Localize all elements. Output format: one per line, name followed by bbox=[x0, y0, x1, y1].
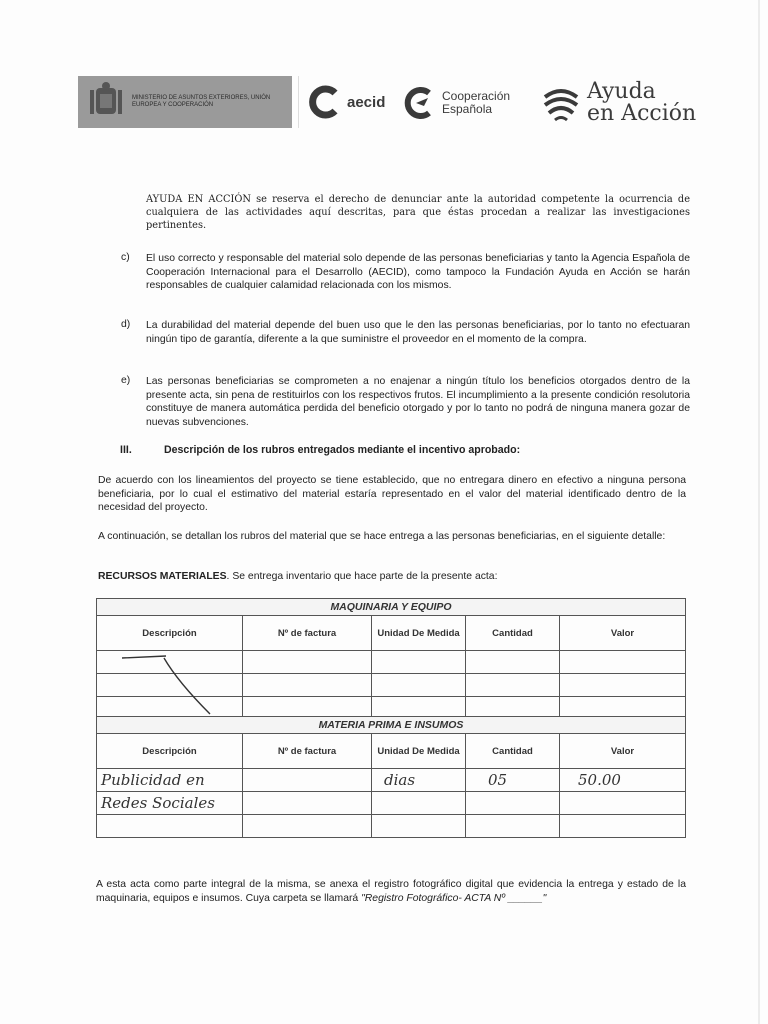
item-e-letter: e) bbox=[121, 375, 131, 386]
col-descripcion: Descripción bbox=[97, 616, 243, 651]
paragraph-2: A continuación, se detallan los rubros del material que se hace entrega a las personas beneficiarias, en el siguiente detalle: bbox=[98, 531, 666, 542]
item-c-letter: c) bbox=[121, 252, 130, 263]
table-cell bbox=[466, 815, 560, 838]
table-cell bbox=[243, 815, 372, 838]
cooperacion-logo bbox=[402, 78, 534, 128]
table-cell bbox=[560, 769, 686, 792]
descripcion-value-2: Redes Sociales bbox=[101, 794, 215, 812]
table-materia bbox=[96, 716, 686, 838]
table-cell bbox=[372, 769, 466, 792]
ayuda-line1: Ayuda bbox=[587, 79, 656, 104]
col-factura: Nº de factura bbox=[243, 616, 372, 651]
item-d-letter: d) bbox=[121, 319, 131, 330]
ayuda-label bbox=[587, 81, 696, 125]
cooperacion-line2: Española bbox=[442, 102, 493, 116]
table-cell bbox=[560, 815, 686, 838]
col-cantidad: Cantidad bbox=[466, 616, 560, 651]
table-cell bbox=[243, 792, 372, 815]
table-cell bbox=[97, 792, 243, 815]
unidad-value: dias bbox=[384, 771, 416, 789]
page-edge bbox=[758, 0, 760, 1024]
table-cell bbox=[243, 674, 372, 697]
table-cell bbox=[97, 815, 243, 838]
item-e-text: Las personas beneficiarias se comprometen a no enajenar a ningún título los beneficios otorgados dentro de la presente acta, sin pena de restituirlos con los respectivos frutos. El incumplimiento a la presente condición resolutoria constituye de manera automática perdida del beneficio otorgado y por lo tanto no podrá de ninguna manera gozar de nuevas subvenciones. bbox=[146, 376, 690, 428]
footer-paragraph bbox=[96, 878, 686, 905]
ayuda-line2: en Acción bbox=[587, 101, 697, 126]
table-cell bbox=[466, 769, 560, 792]
coat-of-arms-icon bbox=[84, 80, 128, 124]
table-row bbox=[97, 792, 686, 815]
footer-italic: "Registro Fotográfico- ACTA Nº ______" bbox=[361, 892, 547, 904]
intro-paragraph: AYUDA EN ACCIÓN se reserva el derecho de denunciar ante la autoridad competente la ocurrencia de cualquiera de las actividades aquí descritas, para que éstas procedan a realizar las investigaciones pertinentes. bbox=[146, 194, 690, 231]
table-cell bbox=[466, 651, 560, 674]
recursos-bold: RECURSOS MATERIALES bbox=[98, 571, 227, 582]
table-row bbox=[97, 769, 686, 792]
table-cell bbox=[466, 792, 560, 815]
cooperacion-icon bbox=[402, 86, 436, 120]
descripcion-value: Publicidad en bbox=[101, 771, 205, 789]
table-row bbox=[97, 815, 686, 838]
table-cell bbox=[560, 651, 686, 674]
valor-value: 50.00 bbox=[578, 771, 621, 789]
cantidad-value: 05 bbox=[488, 771, 508, 789]
ayuda-en-accion-logo bbox=[541, 74, 711, 132]
aecid-label: aecid bbox=[347, 93, 386, 111]
col-valor: Valor bbox=[560, 734, 686, 769]
ministry-logo bbox=[78, 76, 292, 128]
paragraph-1: De acuerdo con los lineamientos del proyecto se tiene establecido, que no entregara dinero en efectivo a ninguna persona beneficiaria, por lo cual el estimativo del material estaría representado en el valor del material identificado dentro de la necesidad del proyecto. bbox=[98, 475, 686, 514]
cooperacion-label bbox=[442, 90, 510, 116]
ayuda-swirl-icon bbox=[541, 83, 581, 123]
table-cell bbox=[372, 674, 466, 697]
col-cantidad: Cantidad bbox=[466, 734, 560, 769]
col-unidad: Unidad De Medida bbox=[372, 616, 466, 651]
table-maquinaria-title: MAQUINARIA Y EQUIPO bbox=[97, 599, 686, 616]
aecid-logo bbox=[298, 76, 393, 128]
col-valor: Valor bbox=[560, 616, 686, 651]
table-cell bbox=[243, 769, 372, 792]
table-cell bbox=[243, 651, 372, 674]
table-materia-title: MATERIA PRIMA E INSUMOS bbox=[97, 717, 686, 734]
item-d-text: La durabilidad del material depende del buen uso que le den las personas beneficiarias, por lo tanto no efectuaran ningún tipo de garantía, diferente a la que suministre el proveedor en el momento de la compra. bbox=[146, 320, 690, 345]
col-unidad: Unidad De Medida bbox=[372, 734, 466, 769]
item-c-text: El uso correcto y responsable del material solo depende de las personas beneficiarias y tanto la Agencia Española de Cooperación Internacional para el Desarrollo (AECID), como tampoco la Fundación Ayuda en Acción se harán responsables de cualquier calamidad relacionada con los mismos. bbox=[146, 253, 690, 292]
col-factura: Nº de factura bbox=[243, 734, 372, 769]
table-cell bbox=[466, 674, 560, 697]
aecid-c-icon bbox=[307, 85, 341, 119]
cooperacion-line1: Cooperación bbox=[442, 89, 511, 103]
table-cell bbox=[560, 792, 686, 815]
table-cell bbox=[560, 674, 686, 697]
recursos-rest: . Se entrega inventario que hace parte de la presente acta: bbox=[226, 571, 498, 582]
table-cell bbox=[372, 815, 466, 838]
section-number: III. bbox=[120, 444, 132, 456]
ministry-text: MINISTERIO DE ASUNTOS EXTERIORES, UNIÓN EUROPEA Y COOPERACIÓN bbox=[132, 95, 271, 108]
recursos-line bbox=[98, 570, 686, 584]
col-descripcion: Descripción bbox=[97, 734, 243, 769]
table-cell bbox=[372, 651, 466, 674]
footer-text: A esta acta como parte integral de la misma, se anexa el registro fotográfico digital que evidencia la entrega y estado de la maquinaria, equipos e insumos. Cuya carpeta se llamará bbox=[96, 879, 686, 904]
logo-header bbox=[78, 74, 708, 132]
handwritten-strike-mark bbox=[118, 652, 218, 718]
table-cell bbox=[372, 792, 466, 815]
table-cell bbox=[97, 769, 243, 792]
section-title: Descripción de los rubros entregados mediante el incentivo aprobado: bbox=[164, 444, 521, 456]
